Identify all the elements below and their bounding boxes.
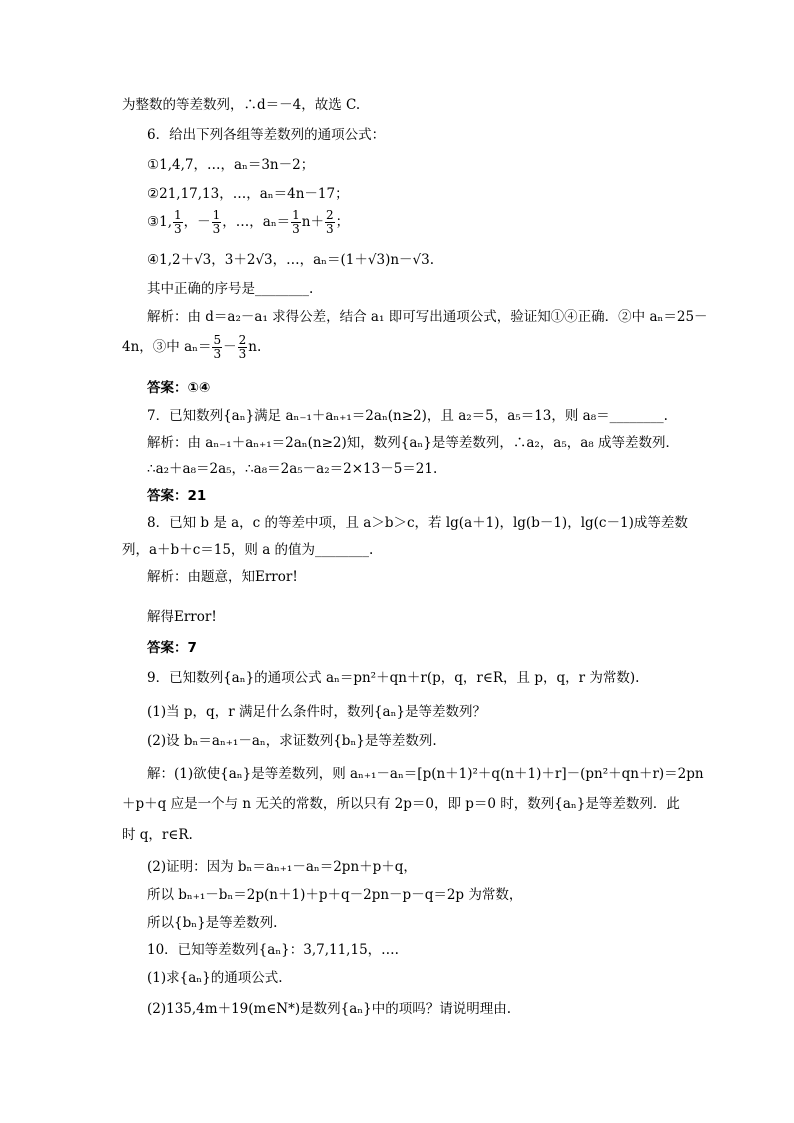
solution-6-continued <box>122 332 261 362</box>
question-10-stem: 10．已知等差数列{aₙ}：3,7,11,15，…. <box>147 942 399 958</box>
question-10-part-1: (1)求{aₙ}的通项公式. <box>147 970 283 986</box>
text-segment: ，…，aₙ＝ <box>222 214 291 230</box>
text-segment: ； <box>335 214 350 230</box>
question-9-part-1: (1)当 p，q，r 满足什么条件时，数列{aₙ}是等差数列？ <box>147 704 487 720</box>
fraction <box>291 209 301 236</box>
solution-9-part-2: (2)证明：因为 bₙ＝aₙ₊₁－aₙ＝2pn＋p＋q， <box>147 859 417 875</box>
solution-8-line-2: 解得Error! <box>147 609 217 625</box>
fraction-denominator: 3 <box>326 222 334 236</box>
solution-9-part-2-line-3: 所以{bₙ}是等差数列. <box>147 915 278 931</box>
question-6-option-2: ②21,17,13，…，aₙ＝4n－17； <box>147 186 349 202</box>
fraction <box>173 209 183 236</box>
answer-8: 答案：7 <box>147 640 197 656</box>
fraction-numerator: 1 <box>212 208 221 222</box>
solution-8: 解析：由题意，知Error! <box>147 569 298 585</box>
fraction-numerator: 5 <box>213 333 222 347</box>
text-segment: ③1, <box>147 214 172 230</box>
solution-9-part-1-line-3: 时 q，r∈R. <box>122 827 193 843</box>
fraction-denominator: 3 <box>213 347 222 361</box>
fraction-numerator: 1 <box>292 208 300 222</box>
text-segment: n. <box>248 339 262 355</box>
solution-9-part-2-line-2: 所以 bₙ₊₁－bₙ＝2p(n＋1)＋p＋q－2pn－p－q＝2p 为常数， <box>147 887 523 903</box>
question-6-option-3 <box>147 207 349 237</box>
solution-9-part-1: 解：(1)欲使{aₙ}是等差数列，则 aₙ₊₁－aₙ＝[p(n＋1)²＋q(n＋1)＋r]－(pn²＋qn＋r)＝2pn <box>147 766 704 782</box>
text-line: 为整数的等差数列，∴d＝－4，故选 C. <box>122 97 361 113</box>
text-segment: 4n，③中 aₙ＝ <box>122 339 212 355</box>
fraction-numerator: 2 <box>326 208 334 222</box>
question-10-part-2: (2)135,4m＋19(m∈N*)是数列{aₙ}中的项吗？请说明理由. <box>147 1001 511 1017</box>
question-6-stem: 6．给出下列各组等差数列的通项公式： <box>147 127 386 143</box>
fraction-numerator: 2 <box>238 333 247 347</box>
text-segment: － <box>223 339 237 355</box>
fraction-denominator: 3 <box>238 347 247 361</box>
fraction-denominator: 3 <box>173 222 182 236</box>
solution-9-part-1-line-2: ＋p＋q 应是一个与 n 无关的常数，所以只有 2p＝0，即 p＝0 时，数列{aₙ}是等差数列．此 <box>122 796 680 812</box>
question-6-option-1: ①1,4,7，…，aₙ＝3n－2； <box>147 157 315 173</box>
question-7-stem: 7．已知数列{aₙ}满足 aₙ₋₁＋aₙ₊₁＝2aₙ(n≥2)，且 a₂＝5，a₅＝13，则 a₈＝________. <box>147 408 668 424</box>
question-6-blank: 其中正确的序号是________. <box>147 281 314 297</box>
question-6-option-4: ④1,2＋√3，3＋2√3，…，aₙ＝(1＋√3)n－√3. <box>147 252 435 268</box>
answer-7: 答案：21 <box>147 488 207 504</box>
answer-6: 答案：①④ <box>147 380 211 396</box>
question-8-stem-line-2: 列，a＋b＋c＝15，则 a 的值为________. <box>122 542 374 558</box>
solution-6: 解析：由 d＝a₂－a₁ 求得公差，结合 a₁ 即可写出通项公式，验证知①④正确．②中 aₙ＝25－ <box>147 309 708 325</box>
fraction-denominator: 3 <box>212 222 221 236</box>
solution-7-line-2: ∴a₂＋a₈＝2a₅，∴a₈＝2a₅－a₂＝2×13－5＝21. <box>147 461 438 477</box>
question-9-stem: 9．已知数列{aₙ}的通项公式 aₙ＝pn²＋qn＋r(p，q，r∈R，且 p，q，r 为常数). <box>147 670 640 686</box>
fraction <box>212 334 222 361</box>
fraction-denominator: 3 <box>292 222 300 236</box>
fraction <box>325 209 335 236</box>
solution-7: 解析：由 aₙ₋₁＋aₙ₊₁＝2aₙ(n≥2)知，数列{aₙ}是等差数列，∴a₂，a₅，a₈ 成等差数列． <box>147 435 679 451</box>
fraction <box>212 209 222 236</box>
text-segment: n＋ <box>301 214 324 230</box>
question-9-part-2: (2)设 bₙ＝aₙ₊₁－aₙ，求证数列{bₙ}是等差数列. <box>147 733 437 749</box>
fraction <box>238 334 248 361</box>
question-8-stem: 8．已知 b 是 a，c 的等差中项，且 a＞b＞c，若 lg(a＋1)，lg(b－1)，lg(c－1)成等差数 <box>147 515 688 531</box>
fraction-numerator: 1 <box>173 208 182 222</box>
text-segment: ，－ <box>183 214 211 230</box>
